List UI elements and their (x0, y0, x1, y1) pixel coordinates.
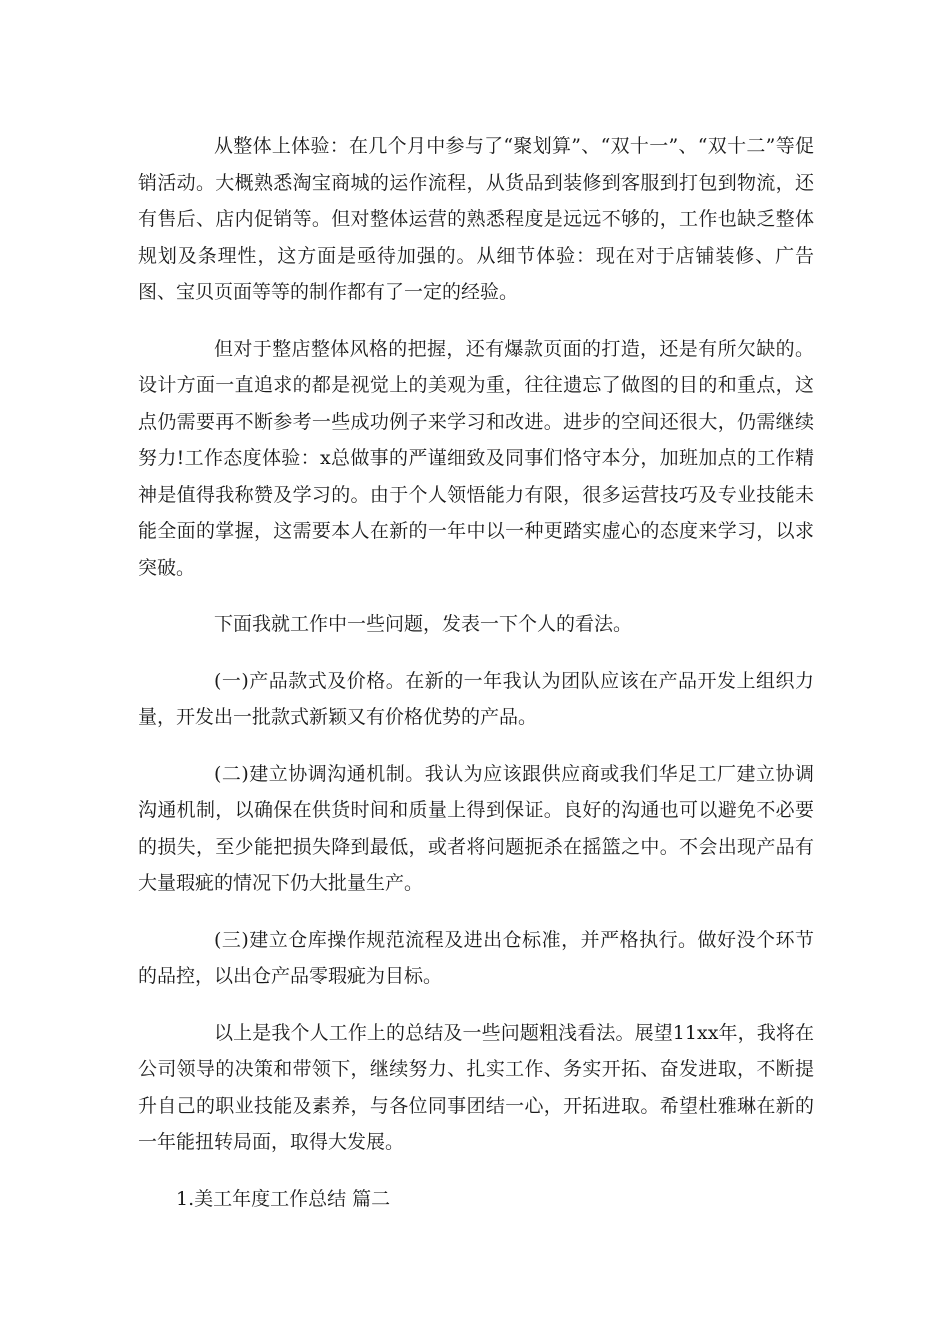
paragraph-overall-experience: 从整体上体验：在几个月中参与了“聚划算”、“双十一”、“双十二”等促销活动。大概熟悉淘宝商城的运作流程，从货品到装修到客服到打包到物流，还有售后、店内促销等。但对整体运营的熟悉程度是远远不够的，工作也缺乏整体规划及条理性，这方面是亟待加强的。从细节体验：现在对于店铺装修、广告图、宝贝页面等等的制作都有了一定的经验。 (138, 135, 814, 303)
section-heading: 1.美工年度工作总结 篇二 (176, 1187, 391, 1210)
document-body (138, 128, 814, 1237)
paragraph-issues-intro: 下面我就工作中一些问题，发表一下个人的看法。 (214, 613, 633, 635)
paragraph-conclusion: 以上是我个人工作上的总结及一些问题粗浅看法。展望11xx年，我将在公司领导的决策和带领下，继续努力、扎实工作、务实开拓、奋发进取，不断提升自己的职业技能及素养，与各位同事团结一心，开拓进取。希望杜雅琳在新的一年能扭转局面，取得大发展。 (138, 1021, 814, 1153)
paragraph-issue-warehouse: (三)建立仓库操作规范流程及进出仓标准，并严格执行。做好没个环节的品控，以出仓产品零瑕疵为目标。 (138, 928, 814, 987)
paragraph-issue-product: (一)产品款式及价格。在新的一年我认为团队应该在产品开发上组织力量，开发出一批款式新颖又有价格优势的产品。 (138, 669, 814, 728)
paragraph-issue-communication: (二)建立协调沟通机制。我认为应该跟供应商或我们华足工厂建立协调沟通机制，以确保在供货时间和质量上得到保证。良好的沟通也可以避免不必要的损失，至少能把损失降到最低，或者将问题扼杀在摇篮之中。不会出现产品有大量瑕疵的情况下仍大批量生产。 (138, 762, 814, 894)
paragraph-design-shortcomings: 但对于整店整体风格的把握，还有爆款页面的打造，还是有所欠缺的。设计方面一直追求的都是视觉上的美观为重，往往遗忘了做图的目的和重点，这点仍需要再不断参考一些成功例子来学习和改进。进步的空间还很大，仍需继续努力!工作态度体验：x总做事的严谨细致及同事们恪守本分，加班加点的工作精神是值得我称赞及学习的。由于个人领悟能力有限，很多运营技巧及专业技能未能全面的掌握，这需要本人在新的一年中以一种更踏实虚心的态度来学习，以求突破。 (138, 337, 814, 579)
